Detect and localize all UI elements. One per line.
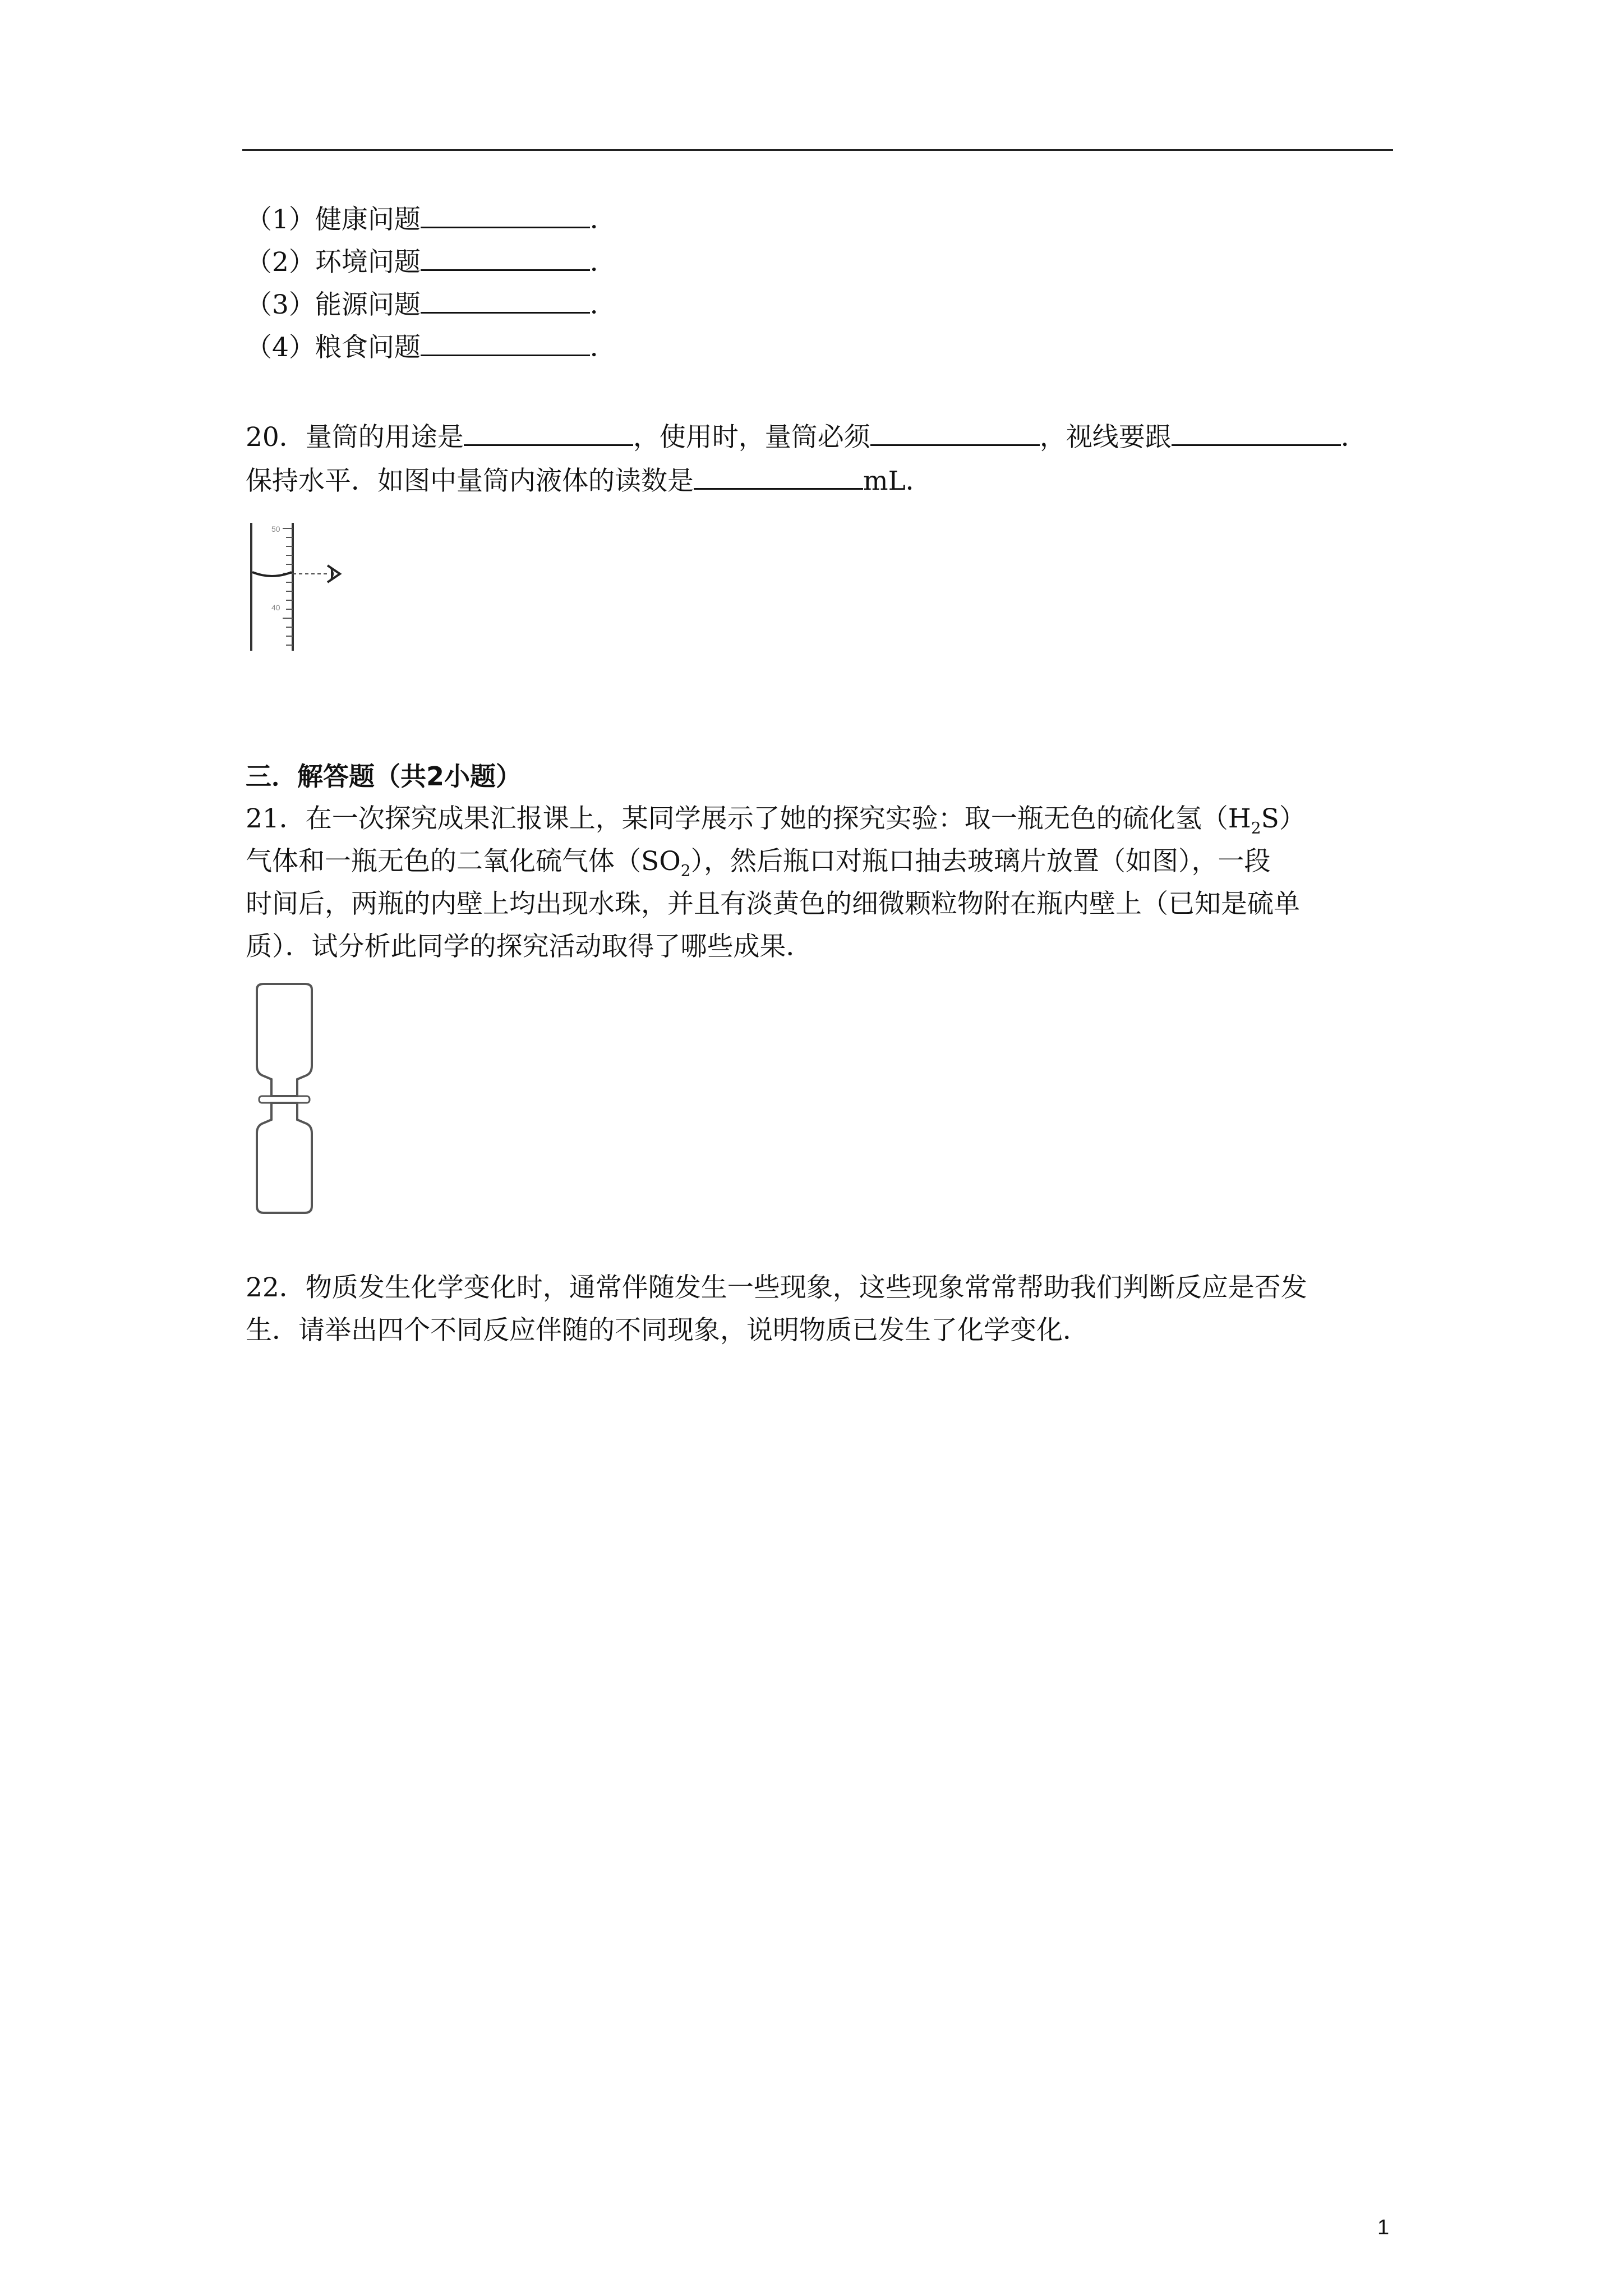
answer-blank[interactable] <box>694 463 863 490</box>
answer-blank[interactable] <box>464 420 633 446</box>
sub-item-label: （2）环境问题 <box>246 247 421 278</box>
sub-item-end: ． <box>589 332 616 363</box>
answer-blank[interactable] <box>1172 420 1341 446</box>
top-bottle <box>257 984 312 1096</box>
q20-text: 20．量筒的用途是 <box>246 422 464 453</box>
q20-text: ，使用时，量筒必须 <box>633 422 870 453</box>
answer-blank[interactable] <box>421 287 590 314</box>
q21-text: ），然后瓶口对瓶口抽去玻璃片放置（如图），一段 <box>690 846 1271 877</box>
q20-line-1 <box>246 420 1367 454</box>
sub-item-label: （3）能源问题 <box>246 289 421 320</box>
q20-text: ，视线要跟 <box>1039 422 1172 453</box>
answer-blank[interactable] <box>421 202 590 228</box>
graduated-cylinder-figure <box>246 521 369 653</box>
sub-item-end: ． <box>589 247 616 278</box>
section-heading: 三．解答题（共2小题） <box>246 761 522 792</box>
sub-item-end: ． <box>589 289 616 320</box>
subscript: 2 <box>1251 818 1261 838</box>
q21-line-3: 时间后，两瓶的内壁上均出现水珠，并且有淡黄色的细微颗粒物附在瓶内壁上（已知是硫单 <box>246 889 1300 919</box>
q20-line-2 <box>246 463 932 498</box>
q21-text: 气体和一瓶无色的二氧化硫气体（SO <box>246 846 681 877</box>
q21-text: S） <box>1261 803 1306 834</box>
page-number: 1 <box>1377 2216 1390 2239</box>
sub-item-label: （4）粮食问题 <box>246 332 421 363</box>
q22-line-1: 22．物质发生化学变化时，通常伴随发生一些现象，这些现象常常帮助我们判断反应是否发 <box>246 1272 1307 1303</box>
answer-blank[interactable] <box>421 330 590 356</box>
tick-label-top: 50 <box>271 524 280 533</box>
answer-blank[interactable] <box>870 420 1040 446</box>
sub-item-1 <box>246 202 616 237</box>
q21-line-4: 质）．试分析此同学的探究活动取得了哪些成果． <box>246 931 813 962</box>
header-rule <box>242 149 1393 151</box>
sub-item-end: ． <box>589 204 616 235</box>
answer-blank[interactable] <box>421 245 590 271</box>
q20-unit: mL． <box>863 466 932 496</box>
q20-text: ． <box>1340 422 1367 453</box>
q21-text: 21．在一次探究成果汇报课上，某同学展示了她的探究实验：取一瓶无色的硫化氢（H <box>246 803 1251 834</box>
q20-text: 保持水平．如图中量筒内液体的读数是 <box>246 466 694 496</box>
gas-bottles-figure <box>247 982 325 1217</box>
sub-item-4 <box>246 330 616 365</box>
sub-item-label: （1）健康问题 <box>246 204 421 235</box>
q21-line-2 <box>246 845 1271 887</box>
sub-item-2 <box>246 245 616 279</box>
sub-item-3 <box>246 287 616 322</box>
q22-line-2: 生．请举出四个不同反应伴随的不同现象，说明物质已发生了化学变化． <box>246 1315 1089 1346</box>
subscript: 2 <box>680 861 691 880</box>
bottom-bottle <box>257 1103 312 1213</box>
q21-line-1 <box>246 802 1306 845</box>
tick-label-bottom: 40 <box>271 603 280 612</box>
